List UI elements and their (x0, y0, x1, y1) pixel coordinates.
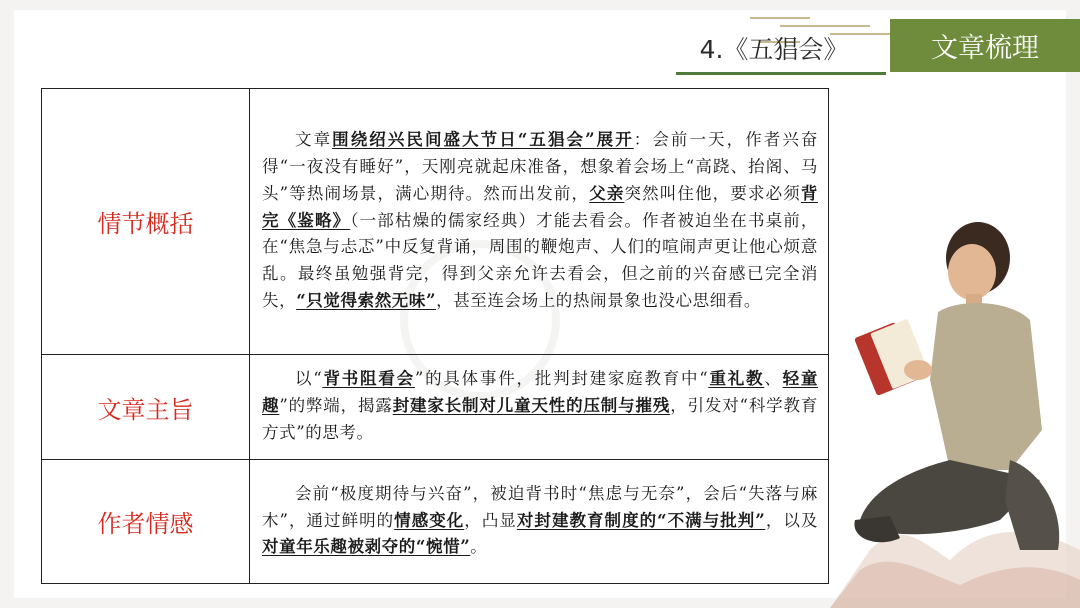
body-text: ，凸显 (464, 510, 517, 530)
body-text: 会前“极度期待与兴奋”，被迫背书时“焦虑与无奈”，会后“失落与麻木”，通过鲜明的 (262, 483, 818, 530)
highlighted-text: 轻童趣 (262, 369, 819, 416)
row-content-emotion (250, 460, 829, 584)
body-text: ”的具体事件，批判封建家庭教育中“ (414, 369, 709, 389)
table-row (42, 355, 829, 460)
section-tag: 文章梳理 (890, 19, 1080, 72)
highlighted-text: 对封建教育制度的“不满与批判” (516, 510, 766, 530)
body-text: 以“ (295, 369, 323, 389)
body-text: ，甚至连会场上的热闹景象也没心思细看。 (436, 290, 761, 310)
row-label-theme: 文章主旨 (42, 355, 250, 460)
boy-reading-illustration (830, 220, 1080, 608)
highlighted-text: “只觉得索然无味” (296, 290, 437, 310)
body-text: ：会前一天，作者兴奋得“一夜没有睡好”，天刚亮就起床准备，想象着会场上“高跷、抬阁、马头”等热闹场景，满心期待。然而出发前， (262, 130, 818, 203)
row-label-plot: 情节概括 (42, 89, 250, 355)
body-text: 突然叫住他，要求必须 (624, 183, 801, 203)
heading-underline (676, 72, 886, 75)
table-row (42, 89, 829, 355)
body-text: 。 (470, 537, 488, 557)
body-text: 、 (764, 369, 783, 389)
row-content-theme (250, 355, 829, 460)
row-content-plot (250, 89, 829, 355)
body-text: ，以及 (765, 510, 818, 530)
section-heading: 4.《五猖会》 (699, 35, 849, 64)
highlighted-text: 重礼教 (708, 369, 765, 389)
highlighted-text: 父亲 (589, 183, 625, 203)
highlighted-text: 对童年乐趣被剥夺的“惋惜” (262, 537, 471, 557)
highlighted-text: 背完《鉴略》 (262, 183, 819, 230)
highlighted-text: 围绕绍兴民间盛大节日“五猖会”展开 (332, 130, 634, 150)
body-text: ”的弊端，揭露 (279, 396, 393, 416)
body-text: （一部枯燥的儒家经典）才能去看会。作者被迫坐在书桌前，在“焦急与忐忑”中反复背诵，周围的鞭炮声、人们的喧闹声更让他心烦意乱。最终虽勉强背完，得到父亲允许去看会，但之前的兴奋感已完全消失， (262, 210, 818, 310)
summary-table (41, 88, 829, 584)
table-row (42, 460, 829, 584)
row-label-emotion: 作者情感 (42, 460, 250, 584)
body-text: 文章 (295, 130, 333, 150)
highlighted-text: 背书阻看会 (322, 369, 415, 389)
highlighted-text: 封建家长制对儿童天性的压制与摧残 (392, 396, 671, 416)
highlighted-text: 情感变化 (394, 510, 465, 530)
body-text: ，引发对“科学教育方式”的思考。 (262, 396, 818, 442)
